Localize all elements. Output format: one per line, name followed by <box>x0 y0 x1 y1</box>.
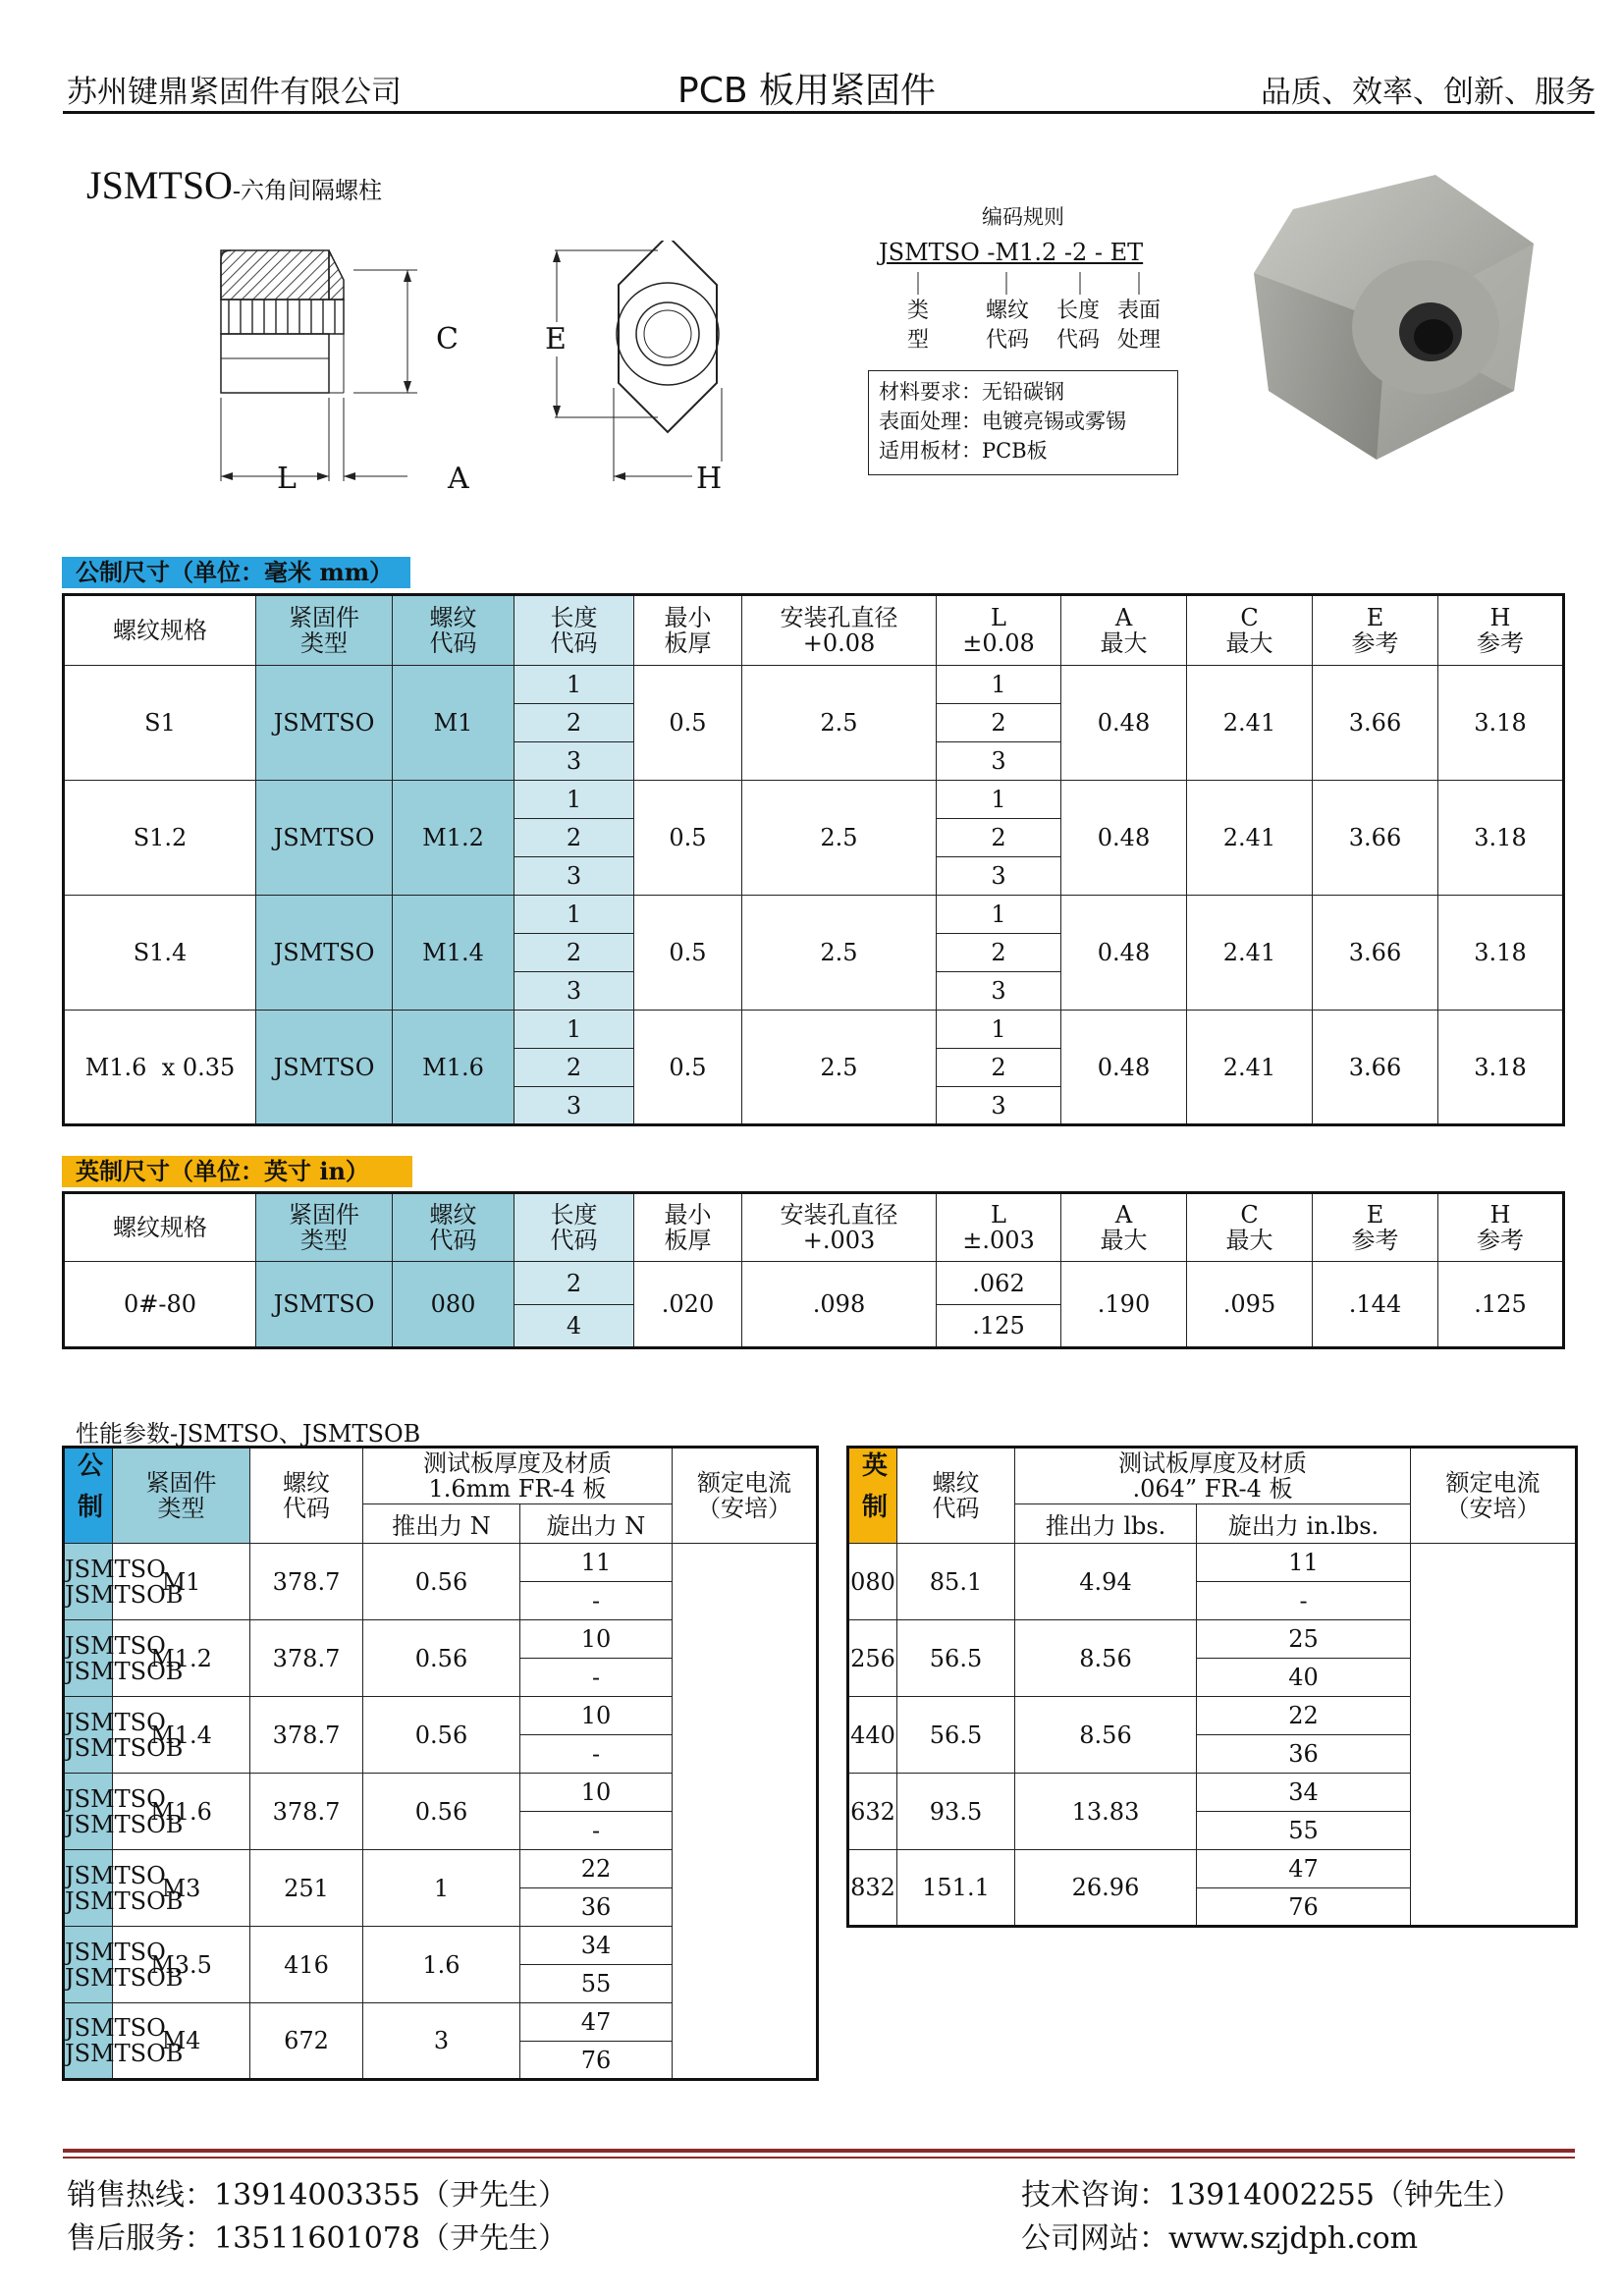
cell-l: .125 <box>937 1305 1061 1348</box>
cell-c: 2.41 <box>1187 781 1313 896</box>
cell-hole: 2.5 <box>742 666 937 781</box>
cell-type: JSMTSO <box>256 1262 393 1348</box>
cell-h: .125 <box>1438 1262 1564 1348</box>
coding-pointers <box>879 270 1173 300</box>
cell-thread: 832 <box>848 1850 897 1927</box>
cell-type: JSMTSO JSMTSOB <box>64 2003 113 2080</box>
cell-a: 0.48 <box>1061 666 1187 781</box>
cell-thread: M1.2 <box>113 1620 250 1697</box>
col-thread: 螺纹 代码 <box>897 1448 1015 1544</box>
col-torque-out: 旋出力 in.lbs. <box>1197 1504 1411 1544</box>
cell-push-out: 378.7 <box>250 1620 363 1697</box>
product-photo <box>1239 165 1558 469</box>
col-thread: 螺纹 代码 <box>393 1193 514 1262</box>
cell-thread: M1.6 <box>393 1011 514 1125</box>
cell-hole: 2.5 <box>742 896 937 1011</box>
cell-current: 40 <box>1197 1659 1411 1697</box>
cell-c: .095 <box>1187 1262 1313 1348</box>
cell-h: 3.18 <box>1438 666 1564 781</box>
cell-hole: 2.5 <box>742 781 937 896</box>
col-thickness: 最小 板厚 <box>634 595 742 666</box>
cell-length: 3 <box>514 972 634 1011</box>
col-c: C 最大 <box>1187 595 1313 666</box>
col-length: 长度 代码 <box>514 1193 634 1262</box>
col-hole: 安装孔直径 +.003 <box>742 1193 937 1262</box>
cell-a: 0.48 <box>1061 1011 1187 1125</box>
cell-current: 10 <box>520 1697 673 1735</box>
cell-thread: M1 <box>393 666 514 781</box>
cell-type: JSMTSO <box>256 666 393 781</box>
cell-thread: M1.2 <box>393 781 514 896</box>
col-a: A 最大 <box>1061 595 1187 666</box>
table-row <box>64 666 1564 704</box>
cell-spec: M1.6 x 0.35 <box>64 1011 256 1125</box>
col-spec: 螺纹规格 <box>64 595 256 666</box>
cell-current: 36 <box>1197 1735 1411 1774</box>
cell-current: 47 <box>520 2003 673 2042</box>
cell-current: 55 <box>1197 1812 1411 1850</box>
cell-torque-out: 8.56 <box>1015 1697 1197 1774</box>
cell-thread: 080 <box>393 1262 514 1348</box>
cell-thickness: 0.5 <box>634 1011 742 1125</box>
material-box <box>868 370 1178 475</box>
company-website[interactable]: 公司网站：www.szjdph.com <box>1021 2221 1419 2256</box>
cell-length: 3 <box>514 742 634 781</box>
col-test-board: 测试板厚度及材质 1.6mm FR-4 板 <box>363 1448 673 1504</box>
cell-torque-out: 0.56 <box>363 1620 520 1697</box>
col-type: 紧固件 类型 <box>256 595 393 666</box>
cell-l: 3 <box>937 1087 1061 1125</box>
cell-thread: 256 <box>848 1620 897 1697</box>
table-row <box>64 1011 1564 1049</box>
cell-torque-out: 0.56 <box>363 1774 520 1850</box>
cell-current: - <box>520 1812 673 1850</box>
cell-current: 76 <box>1197 1888 1411 1927</box>
col-type: 紧固件 类型 <box>113 1448 250 1544</box>
cell-push-out: 93.5 <box>897 1774 1015 1850</box>
performance-title: 性能参数-JSMTSO、JSMTSOB <box>76 1420 421 1448</box>
imperial-performance-table <box>846 1446 1578 1928</box>
cell-length: 2 <box>514 1049 634 1087</box>
cell-type: JSMTSO JSMTSOB <box>64 1544 113 1620</box>
table-row <box>64 1774 818 1812</box>
product-code: JSMTSO <box>86 163 233 207</box>
cell-type: JSMTSO <box>256 896 393 1011</box>
cell-type: JSMTSO JSMTSOB <box>64 1927 113 2003</box>
col-h: H 参考 <box>1438 595 1564 666</box>
cell-a: .190 <box>1061 1262 1187 1348</box>
cell-length: 2 <box>514 704 634 742</box>
metric-dimension-table <box>62 593 1565 1126</box>
cell-current: 47 <box>1197 1850 1411 1888</box>
cell-thread: M1.6 <box>113 1774 250 1850</box>
board-line: 适用板材：PCB板 <box>879 439 1048 463</box>
cell-thickness: 0.5 <box>634 666 742 781</box>
imperial-side-text: 英制 <box>857 1451 888 1534</box>
material-line: 材料要求：无铅碳钢 <box>879 380 1064 404</box>
cell-type: JSMTSO JSMTSOB <box>64 1697 113 1774</box>
table-row <box>848 1850 1577 1888</box>
cell-spec: S1.2 <box>64 781 256 896</box>
cell-thread: M1 <box>113 1544 250 1620</box>
cell-a: 0.48 <box>1061 896 1187 1011</box>
col-hole: 安装孔直径 +0.08 <box>742 595 937 666</box>
cell-current: 55 <box>520 1965 673 2003</box>
col-e: E 参考 <box>1313 1193 1438 1262</box>
cell-e: .144 <box>1313 1262 1438 1348</box>
cell-push-out: 56.5 <box>897 1620 1015 1697</box>
cell-torque-out: 4.94 <box>1015 1544 1197 1620</box>
col-push-out: 推出力 lbs. <box>1015 1504 1197 1544</box>
cell-torque-out: 26.96 <box>1015 1850 1197 1927</box>
cell-l: 3 <box>937 857 1061 896</box>
cell-current: 76 <box>520 2042 673 2080</box>
metric-performance-table <box>62 1446 819 2081</box>
col-a: A 最大 <box>1061 1193 1187 1262</box>
header-divider <box>63 111 1595 114</box>
metric-section-label: 公制尺寸（单位：毫米 mm） <box>62 557 410 588</box>
col-c: C 最大 <box>1187 1193 1313 1262</box>
cell-length: 4 <box>514 1305 634 1348</box>
cell-type: JSMTSO JSMTSOB <box>64 1620 113 1697</box>
coding-desc-finish: 表面 处理 <box>1116 299 1161 353</box>
table-row <box>848 1544 1577 1582</box>
metric-header-row <box>64 595 1564 666</box>
col-l: L ±.003 <box>937 1193 1061 1262</box>
col-length: 长度 代码 <box>514 595 634 666</box>
cell-torque-out: 8.56 <box>1015 1620 1197 1697</box>
cell-l: 2 <box>937 934 1061 972</box>
cell-e: 3.66 <box>1313 896 1438 1011</box>
cell-thickness: 0.5 <box>634 896 742 1011</box>
cell-thread: 632 <box>848 1774 897 1850</box>
cell-length: 1 <box>514 781 634 819</box>
product-suffix: -六角间隔螺柱 <box>232 179 382 204</box>
cell-push-out: 672 <box>250 2003 363 2080</box>
cell-l: 1 <box>937 896 1061 934</box>
cell-c: 2.41 <box>1187 896 1313 1011</box>
cell-push-out: 85.1 <box>897 1544 1015 1620</box>
cell-type: JSMTSO <box>256 1011 393 1125</box>
dim-label-l: L <box>277 462 297 496</box>
metric-side-label <box>64 1448 113 1544</box>
cell-current: 36 <box>520 1888 673 1927</box>
cell-length: 1 <box>514 666 634 704</box>
cell-thread: M3.5 <box>113 1927 250 2003</box>
dim-label-a: A <box>448 462 469 496</box>
cell-current: - <box>1197 1582 1411 1620</box>
cell-thickness: 0.5 <box>634 781 742 896</box>
dim-label-h: H <box>692 462 726 496</box>
col-thickness: 最小 板厚 <box>634 1193 742 1262</box>
coding-rule-code: JSMTSO -M1.2 -2 - ET <box>879 239 1144 266</box>
cell-push-out: 378.7 <box>250 1544 363 1620</box>
cell-spec: S1 <box>64 666 256 781</box>
cell-e: 3.66 <box>1313 1011 1438 1125</box>
cell-type: JSMTSO <box>256 781 393 896</box>
table-row <box>848 1620 1577 1659</box>
cell-l: 1 <box>937 781 1061 819</box>
table-row <box>64 781 1564 819</box>
table-row <box>64 2003 818 2042</box>
col-thread: 螺纹 代码 <box>250 1448 363 1544</box>
cell-length: 2 <box>514 819 634 857</box>
cell-current: 11 <box>520 1544 673 1582</box>
cell-l: 2 <box>937 1049 1061 1087</box>
cell-current: 10 <box>520 1774 673 1812</box>
cell-e: 3.66 <box>1313 666 1438 781</box>
tech-consult: 技术咨询：13914002255（钟先生） <box>1021 2178 1522 2213</box>
perf-header-row <box>64 1448 818 1504</box>
footer-divider <box>63 2149 1575 2153</box>
footer-divider-thin <box>63 2157 1575 2159</box>
cell-length: 2 <box>514 934 634 972</box>
cell-torque-out: 3 <box>363 2003 520 2080</box>
cell-l: 2 <box>937 704 1061 742</box>
table-row <box>64 1697 818 1735</box>
cell-type: JSMTSO JSMTSOB <box>64 1850 113 1927</box>
table-row <box>64 1620 818 1659</box>
cell-current: 22 <box>1197 1697 1411 1735</box>
cell-h: 3.18 <box>1438 1011 1564 1125</box>
cell-length: 1 <box>514 896 634 934</box>
after-sales: 售后服务：13511601078（尹先生） <box>67 2221 568 2256</box>
perf-header-row <box>848 1448 1577 1504</box>
top-view-drawing <box>535 241 790 501</box>
table-row <box>64 1850 818 1888</box>
cell-e: 3.66 <box>1313 781 1438 896</box>
cell-current: 34 <box>1197 1774 1411 1812</box>
cell-l: .062 <box>937 1262 1061 1305</box>
col-test-board: 测试板厚度及材质 .064” FR-4 板 <box>1015 1448 1411 1504</box>
dim-label-e: E <box>545 322 567 356</box>
col-spec: 螺纹规格 <box>64 1193 256 1262</box>
col-current: 额定电流 （安培） <box>1411 1448 1577 1544</box>
cell-thread: M1.4 <box>393 896 514 1011</box>
cell-thickness: .020 <box>634 1262 742 1348</box>
cell-hole: 2.5 <box>742 1011 937 1125</box>
table-row <box>848 1697 1577 1735</box>
cell-current: 22 <box>520 1850 673 1888</box>
cell-current: 10 <box>520 1620 673 1659</box>
cell-torque-out: 0.56 <box>363 1544 520 1620</box>
coding-rule-title: 编码规则 <box>982 205 1064 229</box>
cell-length: 3 <box>514 1087 634 1125</box>
dim-label-c: C <box>436 322 459 356</box>
col-thread: 螺纹 代码 <box>393 595 514 666</box>
col-l: L ±0.08 <box>937 595 1061 666</box>
imperial-side-label <box>848 1448 897 1544</box>
cell-c: 2.41 <box>1187 1011 1313 1125</box>
cell-l: 1 <box>937 1011 1061 1049</box>
imperial-header-row <box>64 1193 1564 1262</box>
cell-length: 2 <box>514 1262 634 1305</box>
imperial-section-label: 英制尺寸（单位：英寸 in） <box>62 1156 412 1187</box>
cell-h: 3.18 <box>1438 781 1564 896</box>
cell-l: 3 <box>937 742 1061 781</box>
col-e: E 参考 <box>1313 595 1438 666</box>
cell-l: 3 <box>937 972 1061 1011</box>
cell-push-out: 378.7 <box>250 1774 363 1850</box>
metric-side-text: 公制 <box>73 1451 103 1534</box>
cell-push-out: 378.7 <box>250 1697 363 1774</box>
cell-thread: M1.4 <box>113 1697 250 1774</box>
cell-c: 2.41 <box>1187 666 1313 781</box>
cell-torque-out: 1.6 <box>363 1927 520 2003</box>
table-row <box>64 1262 1564 1305</box>
coding-desc-type: 类 型 <box>906 299 929 353</box>
cell-a: 0.48 <box>1061 781 1187 896</box>
cell-current: 34 <box>520 1927 673 1965</box>
coding-desc-length: 长度 代码 <box>1055 299 1100 353</box>
cell-current: 11 <box>1197 1544 1411 1582</box>
side-view-drawing <box>211 241 486 501</box>
cell-length: 1 <box>514 1011 634 1049</box>
cell-torque-out: 0.56 <box>363 1697 520 1774</box>
cell-length: 3 <box>514 857 634 896</box>
cell-push-out: 251 <box>250 1850 363 1927</box>
cell-torque-out: 1 <box>363 1850 520 1927</box>
page-title: PCB 板用紧固件 <box>677 71 936 111</box>
col-push-out: 推出力 N <box>363 1504 520 1544</box>
cell-torque-out: 13.83 <box>1015 1774 1197 1850</box>
cell-current: - <box>520 1659 673 1697</box>
table-row <box>64 896 1564 934</box>
cell-h: 3.18 <box>1438 896 1564 1011</box>
imperial-dimension-table <box>62 1191 1565 1349</box>
cell-thread: M3 <box>113 1850 250 1927</box>
col-type: 紧固件 类型 <box>256 1193 393 1262</box>
product-title <box>86 162 382 208</box>
coding-desc-thread: 螺纹 代码 <box>985 299 1029 353</box>
company-name: 苏州键鼎紧固件有限公司 <box>67 75 402 110</box>
col-current: 额定电流 （安培） <box>673 1448 818 1544</box>
cell-current: - <box>520 1582 673 1620</box>
cell-l: 2 <box>937 819 1061 857</box>
cell-thread: 440 <box>848 1697 897 1774</box>
table-row <box>64 1927 818 1965</box>
cell-push-out: 416 <box>250 1927 363 2003</box>
cell-current: 25 <box>1197 1620 1411 1659</box>
finish-line: 表面处理：电镀亮锡或雾锡 <box>879 410 1126 433</box>
cell-current: - <box>520 1735 673 1774</box>
table-row <box>64 1544 818 1582</box>
cell-spec: 0#-80 <box>64 1262 256 1348</box>
sales-hotline: 销售热线：13914003355（尹先生） <box>67 2178 568 2213</box>
cell-thread: M4 <box>113 2003 250 2080</box>
table-row <box>848 1774 1577 1812</box>
cell-spec: S1.4 <box>64 896 256 1011</box>
cell-hole: .098 <box>742 1262 937 1348</box>
cell-push-out: 56.5 <box>897 1697 1015 1774</box>
cell-push-out: 151.1 <box>897 1850 1015 1927</box>
cell-thread: 080 <box>848 1544 897 1620</box>
slogan: 品质、效率、创新、服务 <box>1261 75 1596 110</box>
col-torque-out: 旋出力 N <box>520 1504 673 1544</box>
cell-type: JSMTSO JSMTSOB <box>64 1774 113 1850</box>
col-h: H 参考 <box>1438 1193 1564 1262</box>
cell-l: 1 <box>937 666 1061 704</box>
